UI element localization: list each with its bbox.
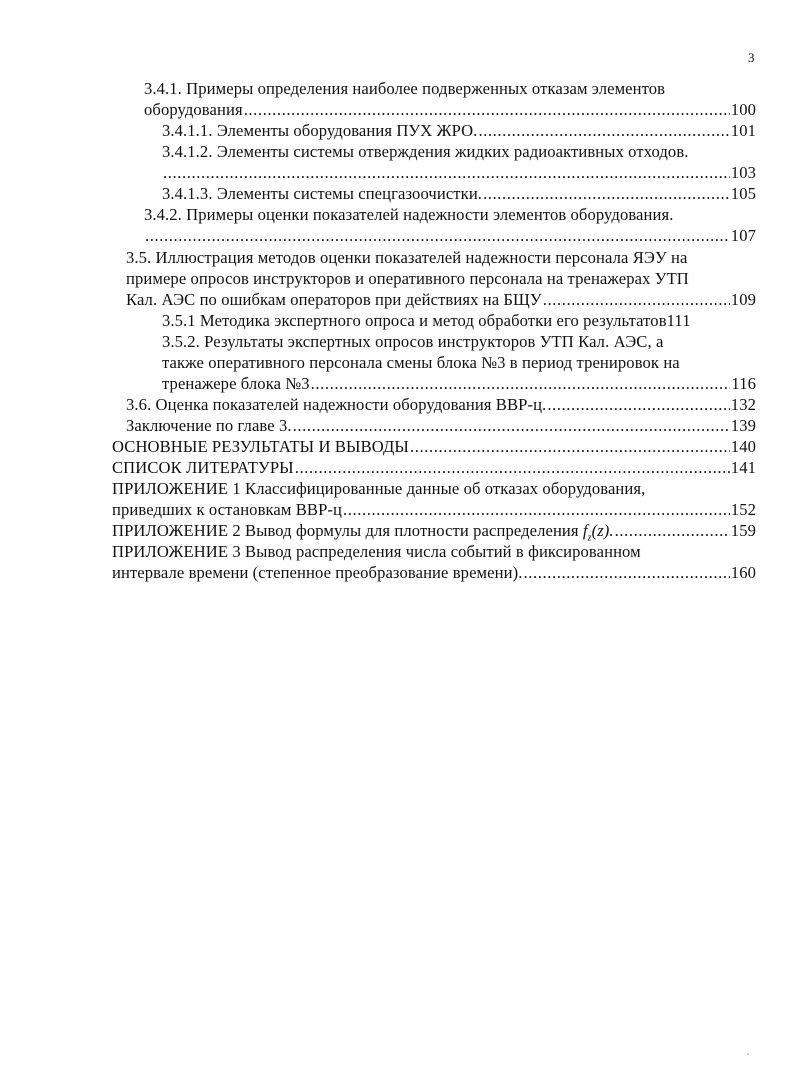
toc-entry-appendix-3-line1: ПРИЛОЖЕНИЕ 3 Вывод распределения числа событий в фиксированном — [112, 542, 641, 561]
toc-entry-title: приведших к остановкам ВВР-ц — [112, 500, 342, 519]
toc-page-number: 105 — [730, 184, 756, 203]
toc-entry-3-5-2-line2: также оперативного персонала смены блока №3 в период тренировок на — [162, 353, 680, 372]
toc-entry-3-5-2[interactable] — [162, 373, 756, 394]
page-number: 3 — [748, 50, 755, 65]
toc-page-number: 140 — [730, 437, 756, 456]
toc-entry-title: оборудования — [144, 100, 243, 119]
toc-page-number: 132 — [730, 395, 756, 414]
toc-page-number: 116 — [731, 374, 756, 393]
toc-entry-3-4-2[interactable] — [144, 225, 756, 246]
toc-page-number: 159 — [730, 521, 756, 540]
toc-page-number: 139 — [730, 416, 756, 435]
dot-leader — [343, 499, 730, 520]
toc-page-number: 111 — [666, 311, 691, 330]
toc-entry-title: СПИСОК ЛИТЕРАТУРЫ — [112, 458, 294, 477]
dot-leader — [163, 162, 730, 183]
toc-page-number: 100 — [730, 100, 756, 119]
toc-entry-3-5-2-line1: 3.5.2. Результаты экспертных опросов инструкторов УТП Кал. АЭС, а — [162, 332, 664, 351]
formula-f: f — [582, 521, 588, 540]
dot-leader — [543, 289, 730, 310]
dot-leader — [311, 373, 731, 394]
toc-entry-title — [112, 520, 614, 541]
dot-leader — [615, 520, 730, 541]
toc-entry-3-5[interactable] — [126, 289, 756, 310]
scan-mark: ` — [746, 1052, 750, 1064]
toc-page-number: 101 — [730, 121, 756, 140]
toc-entry-3-4-1-3[interactable] — [162, 183, 756, 204]
formula-arg: (z). — [591, 521, 614, 540]
toc-entry-appendix-1-line1: ПРИЛОЖЕНИЕ 1 Классифицированные данные об отказах оборудования, — [112, 479, 646, 498]
toc-entry-appendix-2[interactable] — [112, 520, 756, 541]
toc-entry-title: тренажере блока №3 — [162, 374, 310, 393]
toc-entry-3-5-line2: примере опросов инструкторов и оперативного персонала на тренажерах УТП — [126, 269, 689, 288]
toc-page-number: 152 — [730, 500, 756, 519]
toc-entry-title: ОСНОВНЫЕ РЕЗУЛЬТАТЫ И ВЫВОДЫ — [112, 437, 409, 456]
toc-entry-3-4-1-1[interactable] — [162, 120, 756, 141]
toc-entry-title: Заключение по главе 3. — [126, 416, 292, 435]
toc-entry-references[interactable] — [112, 457, 756, 478]
toc-entry-appendix-3[interactable] — [112, 562, 756, 583]
dot-leader — [410, 436, 730, 457]
toc-entry-3-4-1-2-line1: 3.4.1.2. Элементы системы отверждения жидких радиоактивных отходов. — [162, 142, 689, 161]
dot-leader — [244, 99, 730, 120]
toc-entry-3-4-2-line1: 3.4.2. Примеры оценки показателей надежности элементов оборудования. — [144, 205, 674, 224]
dot-leader — [293, 415, 730, 436]
toc-entry-conclusion-ch3[interactable] — [126, 415, 756, 436]
toc-entry-3-4-1-line1: 3.4.1. Примеры определения наиболее подверженных отказам элементов — [144, 79, 666, 98]
appendix-2-text: ПРИЛОЖЕНИЕ 2 Вывод формулы для плотности распределения — [112, 521, 583, 540]
dot-leader — [523, 562, 729, 583]
toc-page-number: 103 — [730, 163, 756, 182]
toc-entry-3-4-1[interactable] — [144, 99, 756, 120]
toc-entry-title: 3.5.1 Методика экспертного опроса и метод обработки его результатов — [162, 311, 667, 330]
toc-entry-3-5-1[interactable] — [162, 310, 756, 331]
toc-entry-title: интервале времени (степенное преобразование времени). — [112, 563, 523, 582]
toc-entry-main-results[interactable] — [112, 436, 756, 457]
toc-page-number: 107 — [730, 226, 756, 245]
dot-leader — [295, 457, 730, 478]
toc-entry-title: Кал. АЭС по ошибкам операторов при действиях на БЩУ — [126, 290, 542, 309]
dot-leader — [483, 183, 730, 204]
toc-page-number: 141 — [730, 458, 756, 477]
dot-leader — [547, 394, 729, 415]
toc-page-number: 109 — [730, 290, 756, 309]
dot-leader — [145, 225, 730, 246]
formula-subscript: z — [587, 532, 592, 541]
toc-page-number: 160 — [730, 563, 756, 582]
dot-leader — [478, 120, 729, 141]
toc-entry-3-4-1-2[interactable] — [162, 162, 756, 183]
toc-entry-3-6[interactable] — [126, 394, 756, 415]
toc-entry-title: 3.6. Оценка показателей надежности оборудования ВВР-ц. — [126, 395, 547, 414]
toc-entry-3-5-line1: 3.5. Иллюстрация методов оценки показателей надежности персонала ЯЭУ на — [126, 248, 688, 267]
toc-entry-appendix-1[interactable] — [112, 499, 756, 520]
toc-entry-title: 3.4.1.3. Элементы системы спецгазоочистки. — [162, 184, 483, 203]
toc-entry-title: 3.4.1.1. Элементы оборудования ПУХ ЖРО. — [162, 121, 478, 140]
